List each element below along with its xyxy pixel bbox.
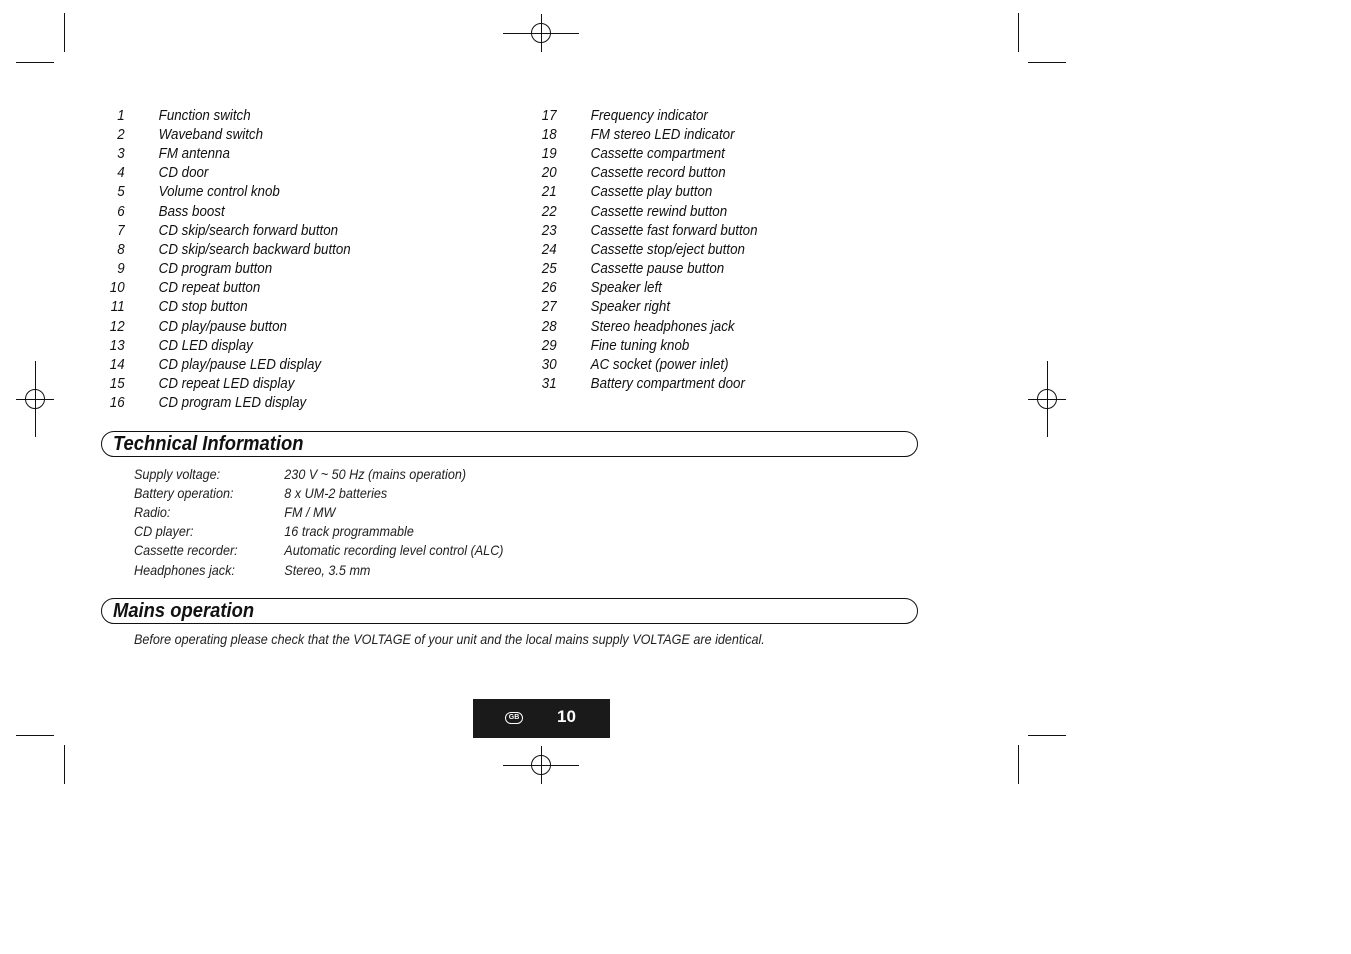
list-item: 23 Cassette fast forward button — [541, 222, 758, 239]
list-item: 29 Fine tuning knob — [541, 337, 690, 354]
spec-row: Radio: FM / MW — [134, 503, 336, 520]
list-item: 15 CD repeat LED display — [109, 376, 295, 393]
spec-row: Cassette recorder: Automatic recording level control (ALC) — [134, 542, 504, 559]
list-item: 4 CD door — [117, 165, 209, 182]
list-item: 17 Frequency indicator — [541, 107, 708, 124]
list-item: 2 Waveband switch — [117, 126, 263, 143]
section-title: Technical Information — [113, 433, 304, 455]
technical-information-header — [101, 431, 918, 457]
list-item: 30 AC socket (power inlet) — [541, 357, 729, 374]
list-item: 7 CD skip/search forward button — [117, 222, 339, 239]
list-item: 11 CD stop button — [110, 299, 248, 316]
parts-list-right — [518, 106, 778, 394]
list-item: 3 FM antenna — [117, 145, 230, 162]
list-item: 16 CD program LED display — [109, 395, 307, 412]
list-item: 22 Cassette rewind button — [541, 203, 728, 220]
list-item: 14 CD play/pause LED display — [109, 357, 322, 374]
mains-operation-text: Before operating please check that the VOLTAGE of your unit and the local mains supply VOLTAGE are identical. — [134, 631, 765, 647]
page-number: 10 — [557, 707, 576, 726]
list-item: 19 Cassette compartment — [541, 145, 725, 162]
list-item: 13 CD LED display — [109, 337, 253, 354]
list-item: 28 Stereo headphones jack — [541, 318, 735, 335]
list-item: 6 Bass boost — [117, 203, 225, 220]
spec-row: Supply voltage: 230 V ~ 50 Hz (mains operation) — [134, 465, 467, 482]
country-badge: GB — [505, 712, 523, 724]
list-item: 21 Cassette play button — [541, 184, 713, 201]
list-item: 20 Cassette record button — [541, 165, 726, 182]
list-item: 8 CD skip/search backward button — [117, 241, 351, 258]
list-item: 12 CD play/pause button — [109, 318, 287, 335]
list-item: 25 Cassette pause button — [541, 261, 725, 278]
spec-row: Battery operation: 8 x UM-2 batteries — [134, 484, 388, 501]
technical-specs — [134, 464, 545, 579]
list-item: 10 CD repeat button — [109, 280, 261, 297]
list-item: 5 Volume control knob — [117, 184, 280, 201]
list-item: 1 Function switch — [117, 107, 251, 124]
section-title: Mains operation — [113, 600, 255, 622]
list-item: 26 Speaker left — [541, 280, 662, 297]
list-item: 24 Cassette stop/eject button — [541, 241, 745, 258]
list-item: 9 CD program button — [117, 261, 273, 278]
mains-operation-header — [101, 598, 918, 624]
spec-row: CD player: 16 track programmable — [134, 523, 414, 540]
spec-row: Headphones jack: Stereo, 3.5 mm — [134, 561, 371, 578]
parts-list-left — [86, 106, 374, 413]
list-item: 27 Speaker right — [541, 299, 671, 316]
list-item: 31 Battery compartment door — [541, 376, 745, 393]
list-item: 18 FM stereo LED indicator — [541, 126, 735, 143]
page-number-tab — [473, 699, 610, 738]
